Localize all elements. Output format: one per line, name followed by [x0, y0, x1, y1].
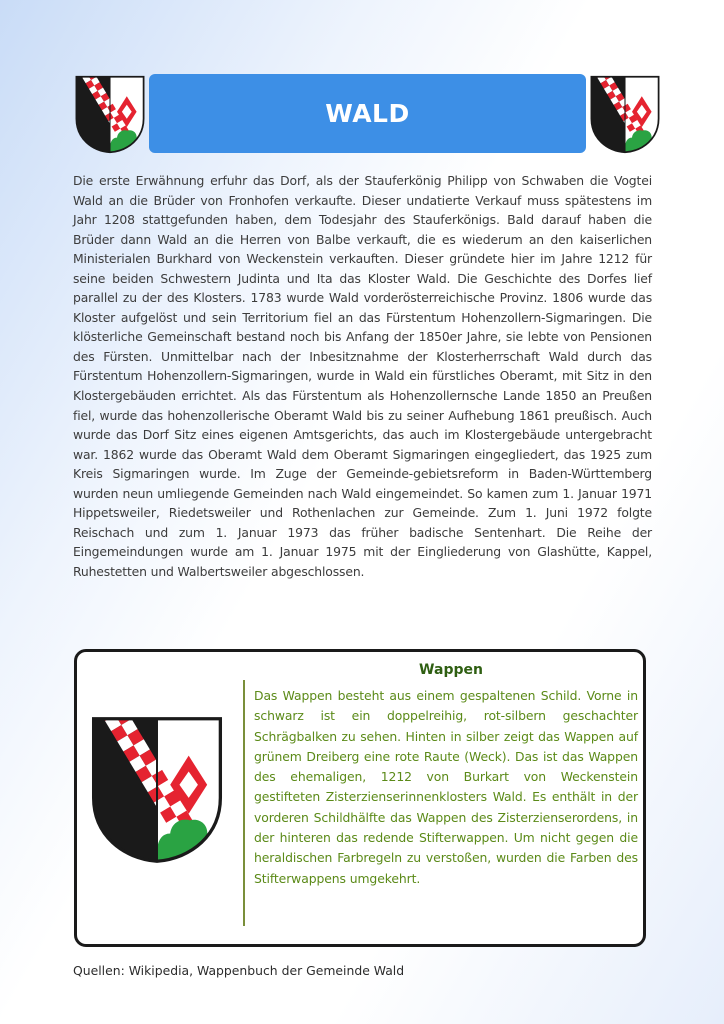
history-paragraph: Die erste Erwähnung erfuhr das Dorf, als der Stauferkönig Philipp von Schwaben die Vogtei Wald an die Brüder von Fronhofen verkaufte. Dieser undatierte Verkauf muss spätestens im Jahr 1208 stattgefunden haben, dem Todesjahr des Stauferkönigs. Bald darauf haben die Brüder dann Wald an die Herren von Balbe verkauft, die es wiederum an den kaiserlichen Ministerialen Burkhard von Weckenstein verkauften. Dieser gründete hier im Jahre 1212 für seine beiden Schwestern Judinta und Ita das Kloster Wald. Die Geschichte des Dorfes lief parallel zu der des Klosters. 1783 wurde Wald vorderösterreichische Provinz. 1806 wurde das Kloster aufgelöst und sein Territorium fiel an das Fürstentum Hohenzollern-Sigmaringen. Die klösterliche Gemeinschaft bestand noch bis Anfang der 1850er Jahre, sie lebte von Pensionen des Fürsten. Unmittelbar nach der Inbesitznahme der Klosterherrschaft Wald durch das Fürstentum Hohenzollern-Sigmaringen, wurde in Wald ein fürstliches Oberamt, mit Sitz in den Klostergebäuden errichtet. Als das Fürstentum als Hohenzollernsche Lande 1850 an Preußen fiel, wurde das hohenzollerische Oberamt Wald bis zu seiner Aufhebung 1861 preußisch. Auch wurde das Dorf Sitz eines eigenen Amtsgerichts, das auch im Klostergebäude untergebracht war. 1862 wurde das Oberamt Wald dem Oberamt Sigmaringen eingegliedert, das 1925 zum Kreis Sigmaringen wurde. Im Zuge der Gemeinde-gebietsreform in Baden-Württemberg wurden neun umliegende Gemeinden nach Wald eingemeindet. So kamen zum 1. Januar 1971 Hippetsweiler, Riedetsweiler und Rothenlachen zur Gemeinde. Zum 1. Juni 1972 folgte Reischach und zum 1. Januar 1973 das früher badische Sentenhart. Die Reihe der Eingemeindungen wurde am 1. Januar 1975 mit der Eingliederung von Glashütte, Kappel, Ruhestetten und Walbertsweiler abgeschlossen.	[73, 173, 652, 579]
coat-of-arms-icon	[590, 75, 660, 154]
wappen-title: Wappen	[419, 662, 483, 678]
coat-of-arms-icon	[91, 716, 223, 864]
wappen-box	[74, 649, 646, 947]
crest-large-icon	[91, 716, 223, 868]
page-title: WALD	[325, 99, 410, 128]
title-bar	[149, 74, 586, 153]
divider	[243, 680, 245, 926]
wappen-description: Das Wappen besteht aus einem gespaltenen Schild. Vorne in schwarz ist ein doppelreihig, rot-silbern geschachter Schrägbalken zu sehen. Hinten in silber zeigt das Wappen auf grünem Dreiberg eine rote Raute (Weck). Das ist das Wappen des ehemaligen, 1212 von Burkart von Weckenstein gestifteten Zisterzienserinnenklosters Wald. Es enthält in der vorderen Schildhälfte das Wappen des Zisterzienserordens, in der hinteren das redende Stifterwappen. Um nicht gegen die heraldischen Farbregeln zu verstoßen, wurden die Farben des Stifterwappens umgekehrt.	[254, 688, 638, 886]
crest-left-icon	[75, 75, 145, 154]
coat-of-arms-icon	[75, 75, 145, 154]
crest-right-icon	[590, 75, 660, 154]
sources-line: Quellen: Wikipedia, Wappenbuch der Gemeinde Wald	[73, 963, 405, 978]
